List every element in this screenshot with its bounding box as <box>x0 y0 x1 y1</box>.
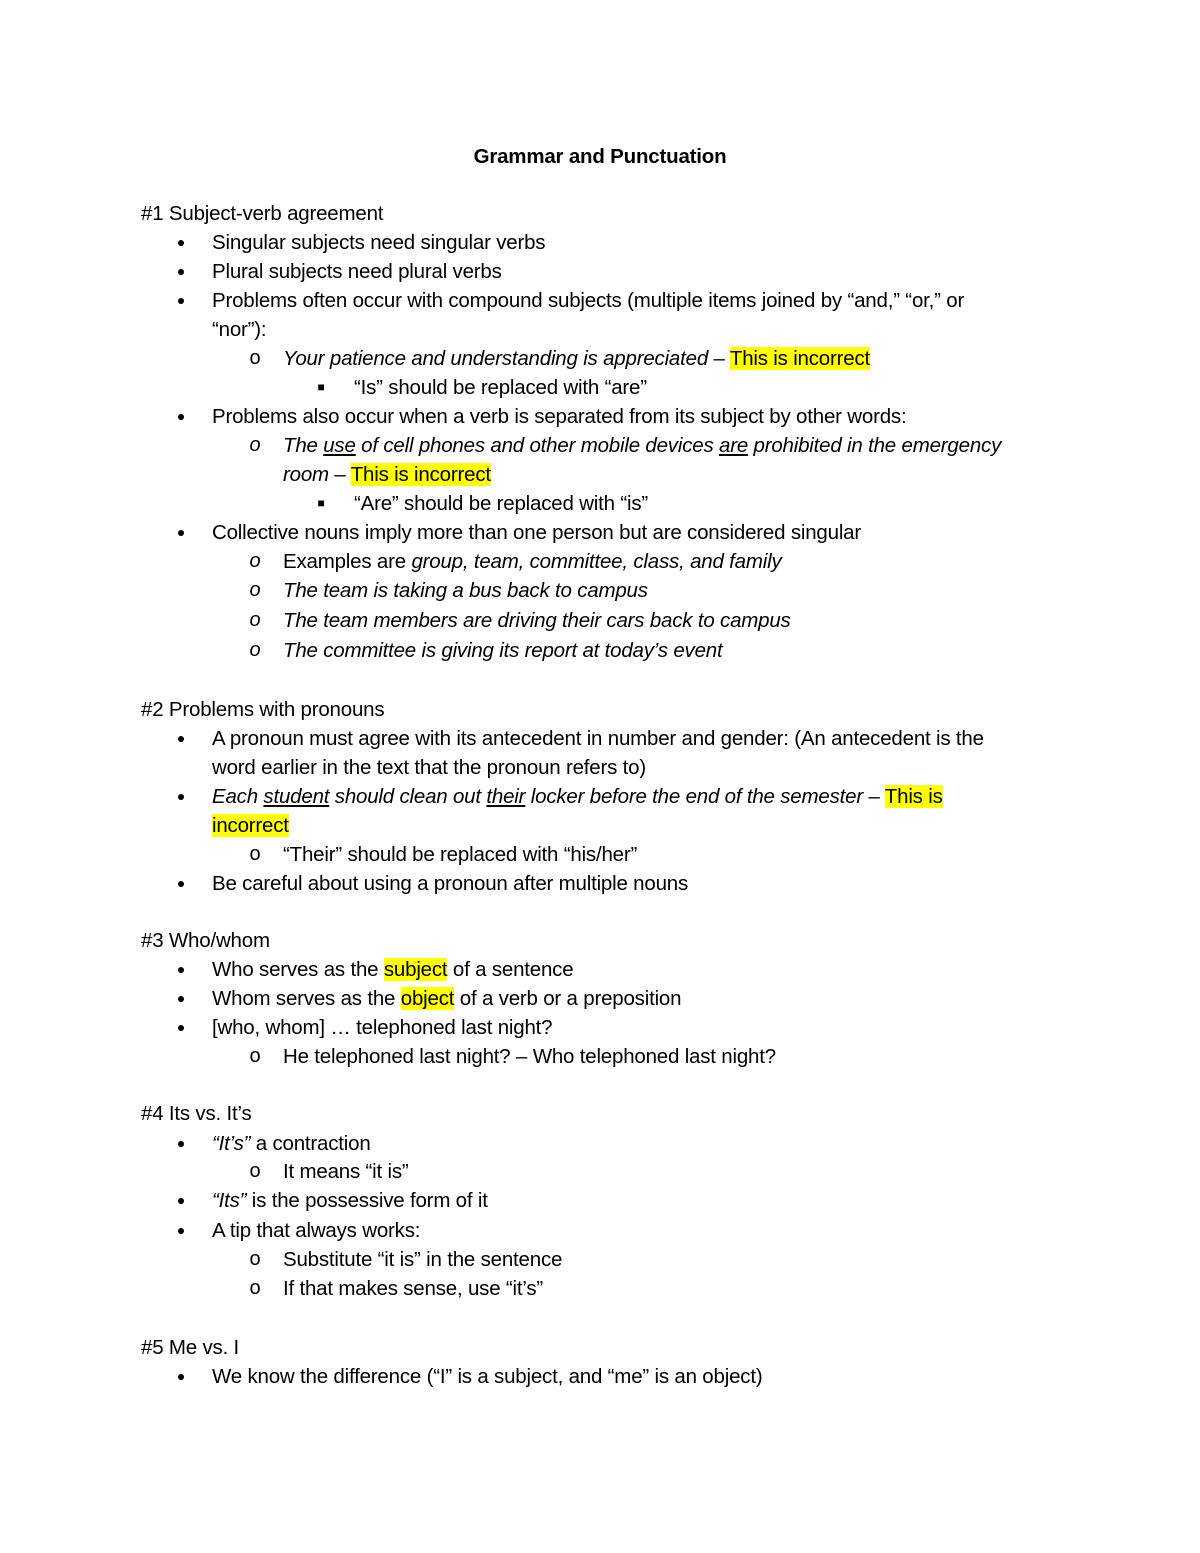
example-text: prohibited in the emergency <box>748 434 1002 457</box>
underlined-word: are <box>719 434 749 457</box>
correction-note: “Are” should be replaced with “is” <box>354 492 648 515</box>
sub-bullet-marker: o <box>249 843 261 865</box>
list-item: A pronoun must agree with its antecedent in number and gender: (An antecedent is the <box>212 727 984 750</box>
list-item <box>212 1186 488 1215</box>
sub-bullet-marker: o <box>249 550 261 572</box>
square-bullet-marker: ■ <box>317 380 325 394</box>
list-item: Be careful about using a pronoun after multiple nouns <box>212 872 689 895</box>
bullet-marker: ● <box>176 788 186 804</box>
list-sub-item: Substitute “it is” in the sentence <box>283 1248 563 1271</box>
list-sub-item: It means “it is” <box>283 1160 409 1183</box>
bullet-marker: ● <box>176 875 186 891</box>
sub-bullet-marker: o <box>249 579 261 601</box>
bullet-marker: ● <box>176 263 186 279</box>
correction-note: “Their” should be replaced with “his/her” <box>283 843 638 866</box>
example-sentence <box>212 782 943 811</box>
example-label: Examples are <box>283 550 412 573</box>
list-text: of a sentence <box>447 958 574 981</box>
section-3-heading: #3 Who/whom <box>141 929 270 952</box>
list-item: A tip that always works: <box>212 1219 421 1242</box>
list-item: Plural subjects need plural verbs <box>212 260 502 283</box>
section-4-heading: #4 Its vs. It’s <box>141 1102 252 1125</box>
sub-bullet-marker: o <box>249 1160 261 1182</box>
sub-bullet-marker: o <box>249 639 261 661</box>
example-sentence <box>283 344 870 373</box>
example-text: group, team, committee, class, and family <box>411 550 782 573</box>
list-item: [who, whom] … telephoned last night? <box>212 1016 553 1039</box>
list-text: of a verb or a preposition <box>454 987 682 1010</box>
dash: – <box>708 347 730 370</box>
underlined-word: student <box>263 785 330 808</box>
highlighted-note: This is incorrect <box>729 347 871 370</box>
highlighted-note: This is incorrect <box>350 463 491 486</box>
list-item-continuation: word earlier in the text that the pronoun refers to) <box>212 756 647 779</box>
list-sub-item <box>283 547 782 576</box>
example-text: should clean out <box>329 785 487 808</box>
underlined-word: their <box>486 785 526 808</box>
sub-bullet-marker: o <box>249 1277 261 1299</box>
list-item: We know the difference (“I” is a subject, and “me” is an object) <box>212 1365 763 1388</box>
bullet-marker: ● <box>176 292 186 308</box>
list-item <box>212 955 573 984</box>
section-1-heading: #1 Subject-verb agreement <box>141 202 384 225</box>
underlined-word: use <box>323 434 356 457</box>
example-sentence <box>283 431 1001 460</box>
section-2-heading: #2 Problems with pronouns <box>141 698 385 721</box>
bullet-marker: ● <box>176 524 186 540</box>
square-bullet-marker: ■ <box>317 496 325 510</box>
bullet-marker: ● <box>176 961 186 977</box>
quoted-term: “Its” <box>212 1189 247 1212</box>
list-item <box>212 984 681 1013</box>
dash: – <box>862 785 885 808</box>
bullet-marker: ● <box>176 1368 186 1384</box>
dash: – <box>328 463 351 486</box>
example-text: of cell phones and other mobile devices <box>355 434 719 457</box>
example-text: Each <box>212 785 264 808</box>
quoted-term: “It’s” <box>212 1132 251 1155</box>
bullet-marker: ● <box>176 990 186 1006</box>
example-sentence-continuation <box>283 460 491 489</box>
highlighted-word: object <box>400 987 455 1010</box>
example-text: The <box>283 434 324 457</box>
bullet-marker: ● <box>176 234 186 250</box>
bullet-marker: ● <box>176 408 186 424</box>
example-sentence: The team is taking a bus back to campus <box>283 579 648 602</box>
bullet-marker: ● <box>176 1135 186 1151</box>
list-item: Problems often occur with compound subjects (multiple items joined by “and,” “or,” or <box>212 289 965 312</box>
list-item <box>212 1129 371 1158</box>
example-text: room <box>283 463 329 486</box>
bullet-marker: ● <box>176 1222 186 1238</box>
sub-bullet-marker: o <box>249 609 261 631</box>
highlighted-word: subject <box>383 958 448 981</box>
list-sub-item: If that makes sense, use “it’s” <box>283 1277 544 1300</box>
list-text: Who serves as the <box>212 958 384 981</box>
bullet-marker: ● <box>176 730 186 746</box>
example-text: Your patience and understanding is appreciated <box>283 347 709 370</box>
list-item: Problems also occur when a verb is separated from its subject by other words: <box>212 405 907 428</box>
sub-bullet-marker: o <box>249 1045 261 1067</box>
highlighted-note: This is <box>884 785 943 808</box>
list-item-continuation: “nor”): <box>212 318 267 341</box>
list-item: Collective nouns imply more than one person but are considered singular <box>212 521 862 544</box>
example-text: locker before the end of the semester <box>525 785 863 808</box>
highlighted-note: incorrect <box>212 814 289 837</box>
bullet-marker: ● <box>176 1019 186 1035</box>
correction-note: “Is” should be replaced with “are” <box>354 376 647 399</box>
sub-bullet-marker: o <box>249 1248 261 1270</box>
example-sentence-continuation <box>212 811 289 840</box>
list-text: Whom serves as the <box>212 987 401 1010</box>
list-item: Singular subjects need singular verbs <box>212 231 546 254</box>
page-title: Grammar and Punctuation <box>473 145 727 168</box>
list-text: is the possessive form of it <box>246 1189 488 1212</box>
list-text: a contraction <box>250 1132 371 1155</box>
sub-bullet-marker: o <box>249 347 261 369</box>
sub-bullet-marker: o <box>249 434 261 456</box>
example-sentence: The team members are driving their cars back to campus <box>283 609 791 632</box>
section-5-heading: #5 Me vs. I <box>141 1336 240 1359</box>
example-sentence: The committee is giving its report at today’s event <box>283 639 723 662</box>
bullet-marker: ● <box>176 1192 186 1208</box>
list-sub-item: He telephoned last night? – Who telephoned last night? <box>283 1045 776 1068</box>
